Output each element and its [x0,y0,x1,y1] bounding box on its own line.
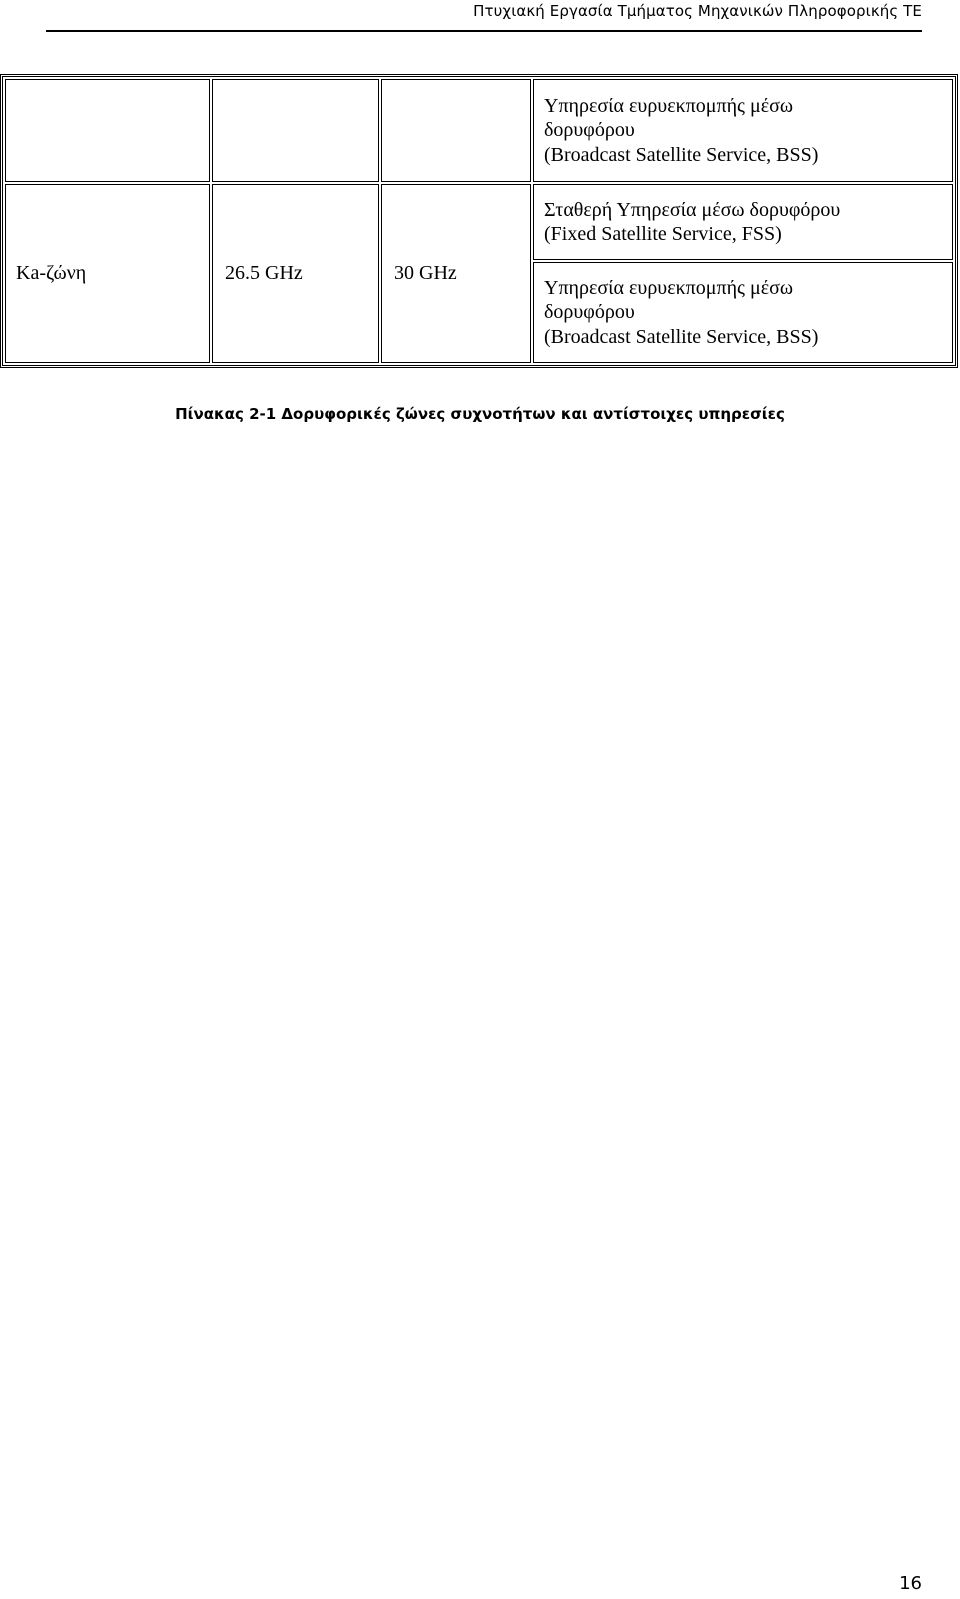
band-cell [5,79,210,182]
service-line: Υπηρεσία ευρυεκπομπής μέσω [544,276,794,299]
service-line: δορυφόρου [544,301,635,324]
downlink-cell: 26.5 GHz [212,184,379,363]
service-line: δορυφόρου [544,119,635,142]
uplink-cell: 30 GHz [381,184,531,363]
service-cell [533,184,953,260]
service-cell [533,262,953,363]
frequency-band-table [0,74,958,368]
downlink-cell [212,79,379,182]
service-line: Σταθερή Υπηρεσία μέσω δορυφόρου [544,198,841,221]
document-title: Πτυχιακή Εργασία Τμήματος Μηχανικών Πληροφορικής ΤΕ [473,2,922,20]
uplink-cell [381,79,531,182]
page-number: 16 [899,1573,922,1594]
service-line: (Broadcast Satellite Service, BSS) [544,325,819,348]
service-line: (Broadcast Satellite Service, BSS) [544,143,819,166]
table-caption: Πίνακας 2-1 Δορυφορικές ζώνες συχνοτήτων και αντίστοιχες υπηρεσίες [175,405,785,423]
header-rule [46,30,922,32]
table-row [5,79,953,182]
table-row [5,184,953,260]
service-line: Υπηρεσία ευρυεκπομπής μέσω [544,94,794,117]
service-cell [533,79,953,182]
service-line: (Fixed Satellite Service, FSS) [544,223,782,245]
band-cell: Ka-ζώνη [5,184,210,363]
running-header [0,0,960,31]
